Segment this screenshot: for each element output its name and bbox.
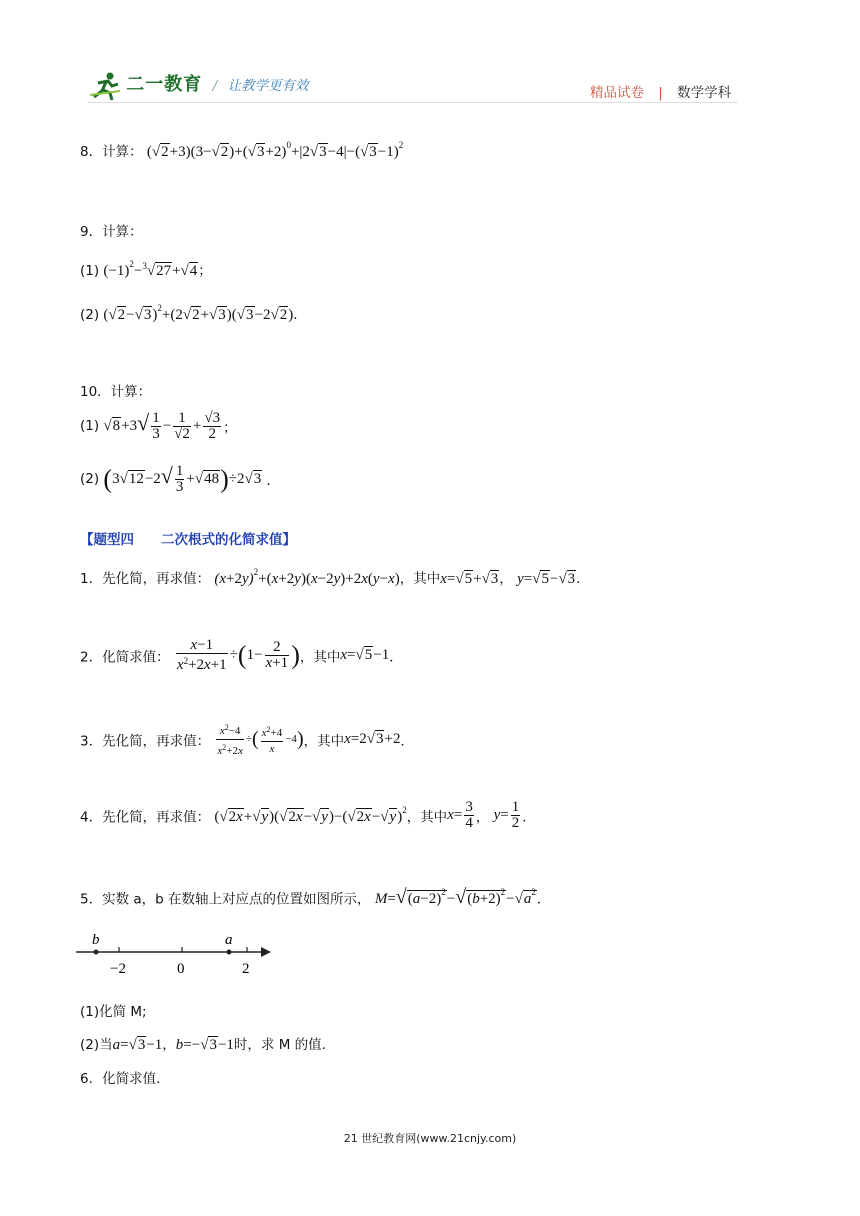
header-rule [88,102,738,103]
question-9-part-2: (2) $(√2-√3)^2+(2√2+√3)(√3-2√2)$． [80,303,307,323]
number-line-arrow-icon [261,947,271,957]
simplify-question-5: 5．实数 a，b 在数轴上对应点的位置如图所示， $M=√(a-2)^2-√(b+2)^2-√a^2$． [80,886,551,908]
logo-text: 二一教育 [126,74,203,95]
question-8-expression: $(√2+3)(3-√2)+(√3+2)^0+|2√3-4|-(√3-1)^2$ [146,140,404,160]
simplify-question-1: 1．先化简，再求值： $(x+2y)^2+(x+2y)(x-2y)+2x(y-x)$，其中x=√5+√3， y=√5−√3． [80,567,590,587]
logo: 二一教育 / 让教学更有效 [88,70,308,101]
question-10-part-1: (1) √8+3√ $\frac{1}{3}$ − $\frac{1}{√2}$ + $\frac{√3}{2}$ ； [80,410,237,443]
label-2: 2 [242,961,250,977]
question-9-part-1: (1) $(-1)^2-^3√27+√4$； [80,259,212,279]
question-5-part-1: (1)化简 M; [80,1004,147,1020]
section-title: 【题型四 二次根式的化简求值】 [80,532,296,548]
question-9-label: 9．计算： [80,224,143,240]
number-line [76,930,276,980]
simplify-question-4: 4．先化简，再求值： $(√2x+√y)(√2x-√y)-(√2x-√y)^2$，其中x= $\frac{3}{4}$ ， y= $\frac{1}{2}$ ． [80,799,536,831]
runner-logo-icon [88,71,122,101]
question-5-part-2: (2)当a=√3−1，b=−√3−1时，求 M 的值. [80,1037,326,1053]
simplify-question-2: 2．化简求值： $\frac{x-1}{x^2+2x+1}$ ÷(1− $\frac{2}{x+1}$ )，其中x=√5−1． [80,637,403,673]
question-10-label: 10．计算： [80,384,152,400]
question-10-part-2: (2) (3√12−2√ $\frac{1}{3}$ +√48)÷2√3 ． [80,463,281,496]
label-a: a [225,932,233,948]
footer: 21 世纪教育网(www.21cnjy.com) [343,1132,517,1145]
slogan: 让教学更有效 [227,78,309,94]
simplify-question-3: 3．先化简，再求值： $\frac{x^2-4}{x^2+2x}$ ÷( $\frac{x^2+4}{x}$ −4)，其中x=2√3+2． [80,720,414,759]
point-a [227,950,232,955]
question-8-label: 8．计算： [80,144,143,160]
simplify-question-6: 6．化简求值. [80,1071,161,1087]
header-tag-quality: 精品试卷 [590,85,644,101]
header-tag-subject: 数学学科 [677,85,732,101]
question-8 [80,140,403,161]
label-b: b [92,932,100,948]
point-b [94,950,99,955]
label-0: 0 [177,961,185,977]
header-tags: 精品试卷 | 数学学科 [590,85,732,101]
label-minus-2: −2 [110,961,126,977]
